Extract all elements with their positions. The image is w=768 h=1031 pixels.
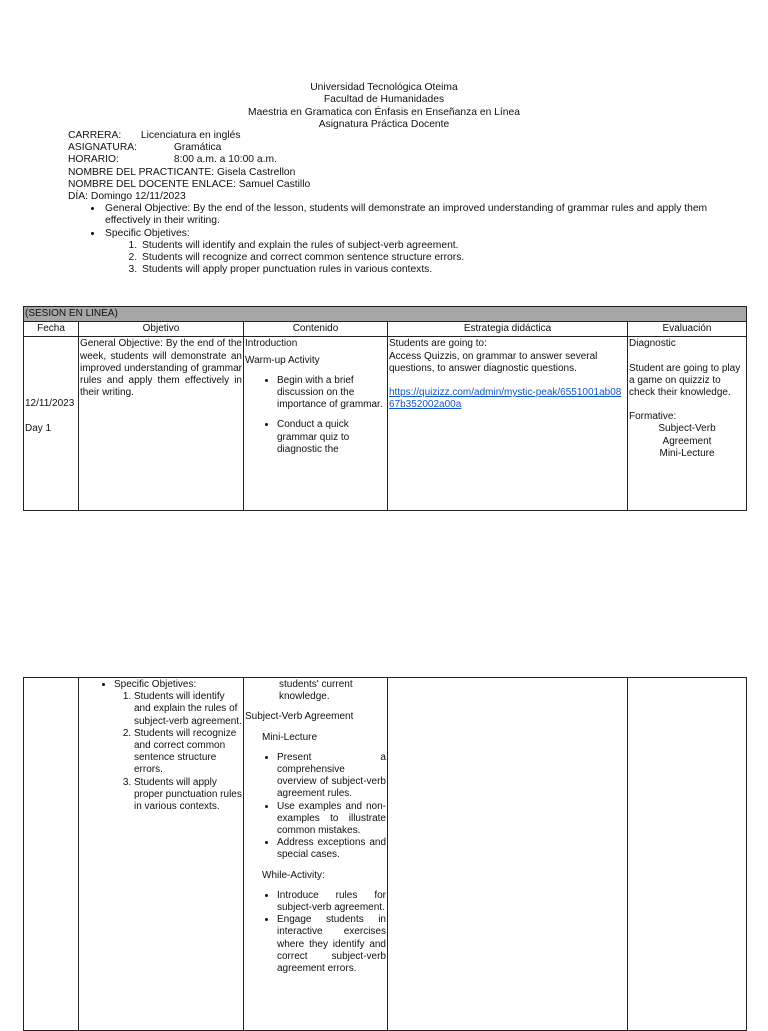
contenido-cell: [244, 337, 388, 511]
asignatura-row: [68, 142, 748, 154]
fecha-day: Day 1: [25, 422, 52, 434]
specific-objectives-label: Specific Objetives:: [114, 679, 197, 690]
horario-label: HORARIO:: [68, 154, 119, 166]
list-item: • Present a comprehensive overview of subject-verb agreement rules.: [277, 752, 386, 801]
warmup-list: [245, 375, 386, 456]
table-row: [24, 337, 747, 511]
column-header-contenido: Contenido: [244, 322, 388, 337]
evaluacion-cell: [628, 337, 747, 511]
docente-row: NOMBRE DEL DOCENTE ENLACE: Samuel Castillo: [68, 178, 311, 190]
fecha-date: 12/11/2023: [25, 398, 75, 410]
contenido-while-activity: While-Activity:: [262, 869, 325, 881]
contenido-intro: Introduction: [245, 338, 298, 350]
list-item: • Address exceptions and special cases.: [277, 837, 386, 861]
university-name: Universidad Tecnológica Oteima: [310, 82, 458, 93]
contenido-cell: [244, 678, 388, 1031]
column-header-fecha: Fecha: [24, 322, 79, 337]
estrategia-cell: [388, 337, 628, 511]
list-item: • Engage students in interactive exercises where they identify and correct subject-verb agreement errors.: [277, 914, 386, 975]
asignatura-label: ASIGNATURA:: [68, 142, 138, 154]
while-activity-list: [245, 890, 386, 975]
contenido-sva: Subject-Verb Agreement: [245, 711, 354, 723]
carrera-row: [68, 130, 748, 142]
estrategia-intro: Students are going to:: [389, 338, 487, 350]
quizizz-link[interactable]: https://quizizz.com/admin/mystic-peak/6551001ab0867b352002a00a: [389, 387, 622, 411]
dia-row: DÍA: Domingo 12/11/2023: [68, 191, 186, 203]
objetivo-cell: General Objective: By the end of the week, students will demonstrate an improved understanding of grammar rules and apply them effectively in their writing.: [79, 337, 244, 511]
estrategia-text: Access Quizzis, on grammar to answer several questions, to answer diagnostic questions.: [389, 350, 598, 374]
list-item: 3. Students will apply proper punctuation rules in various contexts.: [140, 264, 748, 276]
list-item: • Conduct a quick grammar quiz to diagnostic the: [277, 419, 386, 456]
list-item: 2. Students will recognize and correct common sentence structure errors.: [134, 728, 242, 777]
evaluacion-cell: [628, 678, 747, 1031]
objectives-list: [68, 203, 748, 276]
column-header-evaluacion: Evaluación: [628, 322, 747, 337]
eval-formative-line2: Agreement: [662, 435, 712, 447]
carrera-value: Licenciatura en inglés: [140, 130, 241, 141]
general-objective: • General Objective: By the end of the lesson, students will demonstrate an improved understanding of grammar rules and apply them effectively in their writing.: [103, 203, 748, 227]
specific-objectives-list: [114, 691, 242, 813]
specific-objectives-label: Specific Objetives:: [105, 227, 190, 239]
objetivo-cell: [79, 678, 244, 1031]
fecha-cell: [24, 678, 79, 1031]
column-header-estrategia: Estrategia didáctica: [388, 322, 628, 337]
list-item: • Begin with a brief discussion on the importance of grammar.: [277, 375, 386, 412]
carrera-label: CARRERA:: [68, 130, 122, 141]
contenido-mini-lecture: Mini-Lecture: [262, 731, 318, 743]
document-header: [0, 82, 768, 131]
list-item: 2. Students will recognize and correct common sentence structure errors.: [140, 252, 748, 264]
lesson-plan-table-continued: [23, 677, 747, 1031]
specific-objectives-list: [105, 240, 748, 277]
eval-diagnostic: Diagnostic: [629, 338, 676, 350]
contenido-warmup: Warm-up Activity: [245, 354, 320, 366]
course-info: [68, 130, 748, 276]
list-item: 1. Students will identify and explain the rules of subject-verb agreement.: [140, 240, 748, 252]
list-item: 1. Students will identify and explain the rules of subject-verb agreement.: [134, 691, 242, 728]
mini-lecture-list: [245, 752, 386, 862]
eval-formative: Formative:: [629, 411, 677, 423]
lesson-plan-table: [23, 306, 747, 511]
table-row: [24, 678, 747, 1031]
eval-formative-line3: Mini-Lecture: [659, 447, 715, 459]
horario-row: [68, 154, 748, 166]
faculty-name: Facultad de Humanidades: [323, 94, 445, 106]
column-header-objetivo: Objetivo: [79, 322, 244, 337]
specific-objectives-block: [80, 679, 242, 813]
fecha-cell: [24, 337, 79, 511]
eval-formative-line1: Subject-Verb: [658, 423, 716, 435]
eval-text: Student are going to play a game on quizziz to check their knowledge.: [629, 362, 741, 399]
session-header: (SESION EN LINEA): [24, 307, 747, 322]
horario-value: 8:00 a.m. a 10:00 a.m.: [173, 154, 277, 166]
program-name: Maestria en Gramatica con Énfasis en Enseñanza en Línea: [248, 106, 520, 118]
list-item: • Use examples and non-examples to illustrate common mistakes.: [277, 801, 386, 838]
course-name: Asignatura Práctica Docente: [318, 118, 450, 130]
specific-objectives-item: [114, 679, 242, 813]
list-item: • Introduce rules for subject-verb agreement.: [277, 890, 386, 914]
contenido-continued: students' current knowledge.: [279, 679, 353, 703]
estrategia-cell: [388, 678, 628, 1031]
list-item: 3. Students will apply proper punctuation rules in various contexts.: [134, 777, 242, 814]
specific-objectives: [103, 228, 748, 277]
practicante-row: NOMBRE DEL PRACTICANTE: Gisela Castrellon: [68, 166, 296, 178]
asignatura-value: Gramática: [173, 142, 222, 154]
